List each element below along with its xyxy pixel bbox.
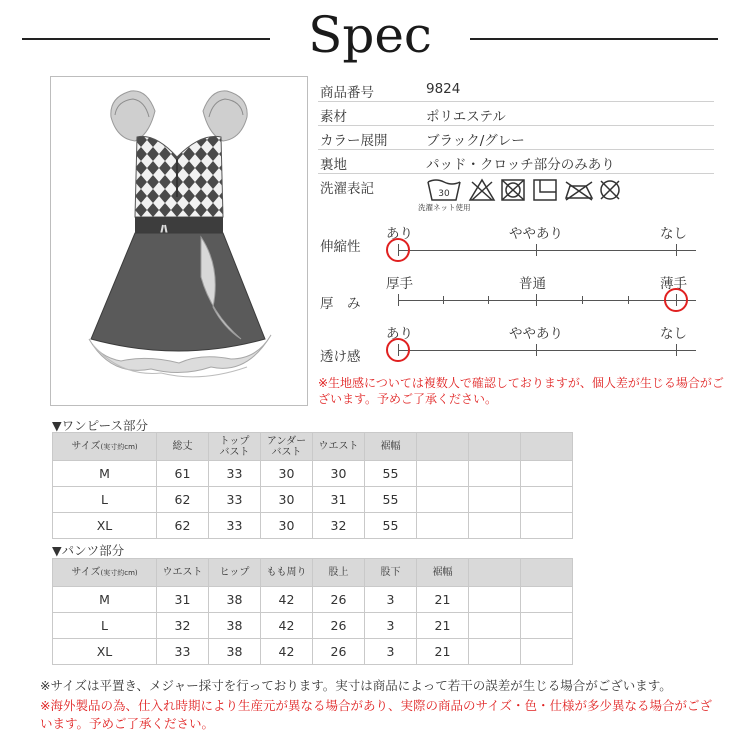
scale-tick	[676, 344, 677, 356]
size-cell: XL	[53, 639, 157, 665]
table-cell	[469, 487, 521, 513]
size-cell: L	[53, 613, 157, 639]
table-cell: 38	[209, 613, 261, 639]
scale-tick-label: なし	[660, 226, 687, 242]
scale-stretch	[318, 220, 718, 268]
table-row	[53, 461, 573, 487]
spec-key: カラー展開	[320, 133, 388, 149]
spec-list	[318, 78, 714, 216]
table-cell: 30	[261, 513, 313, 539]
swimdress-illustration	[51, 77, 307, 405]
no-dry-clean-icon	[601, 181, 619, 199]
column-header: もも周り	[261, 559, 313, 587]
size-header-note: (実寸約cm)	[100, 442, 138, 451]
scale-tick-label: あり	[386, 226, 413, 242]
fabric-note: ※生地感については複数人で確認しておりますが、個人差が生じる場合がございます。予めご了承ください。	[318, 376, 724, 406]
column-header: 裾幅	[365, 433, 417, 461]
table-cell	[417, 461, 469, 487]
scale-tick-label: ややあり	[509, 326, 563, 342]
no-tumble-dry-icon	[502, 180, 524, 200]
scale-selected-marker	[386, 338, 410, 362]
table-cell	[469, 639, 521, 665]
column-header: アンダー バスト	[261, 433, 313, 461]
scale-tick	[398, 294, 399, 306]
page-title: Spec	[308, 6, 432, 64]
table-cell	[521, 461, 573, 487]
scale-tick	[536, 344, 537, 356]
table-row	[53, 513, 573, 539]
table-cell	[521, 513, 573, 539]
spec-row-wash	[318, 174, 714, 216]
scale-tick-label: なし	[660, 326, 687, 342]
overseas-note: ※海外製品の為、仕入れ時期により生産元が異なる場合があり、実際の商品のサイズ・色・仕様が多少異なる場合がございます。予めご了承ください。	[40, 698, 712, 731]
table-cell: 42	[261, 587, 313, 613]
scale-tick	[536, 244, 537, 256]
measurement-note: ※サイズは平置き、メジャー採寸を行っております。実寸は商品によって若干の誤差が生じる場合がございます。	[40, 678, 672, 693]
spec-value: ブラック/グレー	[426, 133, 525, 149]
scale-selected-marker	[664, 288, 688, 312]
spec-key: 洗濯表記	[320, 181, 374, 197]
table-cell	[469, 513, 521, 539]
table-cell: 30	[261, 487, 313, 513]
column-header: 裾幅	[417, 559, 469, 587]
spec-key: 裏地	[320, 157, 347, 173]
table-cell: 33	[209, 461, 261, 487]
table-cell: 42	[261, 639, 313, 665]
size-cell: M	[53, 461, 157, 487]
table-cell	[469, 587, 521, 613]
scale-minor-tick	[443, 296, 444, 304]
scale-label: 厚 み	[320, 296, 361, 312]
product-image	[50, 76, 308, 406]
scale-label: 透け感	[320, 349, 361, 365]
table-cell: 38	[209, 587, 261, 613]
table-cell	[521, 487, 573, 513]
table-row	[53, 613, 573, 639]
table-cell: 33	[209, 487, 261, 513]
table-cell: 21	[417, 639, 469, 665]
table-cell: 26	[313, 613, 365, 639]
scale-tick	[536, 294, 537, 306]
table-cell: 26	[313, 587, 365, 613]
size-header-label: サイズ	[71, 440, 101, 452]
table-header-row	[53, 433, 573, 461]
scale-tick-label: ややあり	[509, 226, 563, 242]
scale-label: 伸縮性	[320, 239, 361, 255]
table-cell: 33	[209, 513, 261, 539]
spec-header	[0, 0, 740, 70]
spec-key: 商品番号	[320, 85, 374, 101]
table-cell: 32	[313, 513, 365, 539]
size-cell: XL	[53, 513, 157, 539]
table-cell: 26	[313, 639, 365, 665]
wash-note: 洗濯ネット使用	[418, 203, 471, 212]
table-cell: 55	[365, 513, 417, 539]
pants-section-title: ▼パンツ部分	[52, 543, 125, 558]
table-row	[53, 587, 573, 613]
scale-selected-marker	[386, 238, 410, 262]
table-cell	[469, 613, 521, 639]
header-rule-right	[470, 38, 718, 40]
spec-value: パッド・クロッチ部分のみあり	[426, 157, 615, 173]
wash-temp: 30	[438, 189, 450, 199]
size-header-label: サイズ	[71, 566, 101, 578]
size-header	[53, 559, 157, 587]
size-header	[53, 433, 157, 461]
table-cell: 62	[157, 487, 209, 513]
size-cell: M	[53, 587, 157, 613]
scale-thickness	[318, 270, 718, 318]
size-cell: L	[53, 487, 157, 513]
table-cell: 30	[313, 461, 365, 487]
spec-value: ポリエステル	[426, 109, 506, 125]
column-header: トップ バスト	[209, 433, 261, 461]
spec-row-item-number	[318, 78, 714, 102]
table-cell	[521, 639, 573, 665]
spec-value: 9824	[426, 81, 461, 97]
table-cell	[417, 513, 469, 539]
column-header: ウエスト	[157, 559, 209, 587]
table-cell	[521, 587, 573, 613]
scale-tick-label: 厚手	[386, 276, 413, 292]
table-cell: 42	[261, 613, 313, 639]
scale-tick-label: 薄手	[660, 276, 687, 292]
line-dry-icon	[534, 180, 556, 200]
scale-axis	[398, 250, 696, 251]
table-cell	[469, 461, 521, 487]
pants-size-table	[52, 558, 573, 665]
scale-tick-label: あり	[386, 326, 413, 342]
column-header	[521, 433, 573, 461]
table-cell: 31	[313, 487, 365, 513]
scale-sheer	[318, 320, 718, 368]
no-bleach-icon	[470, 180, 494, 200]
header-rule-left	[22, 38, 270, 40]
column-header: ウエスト	[313, 433, 365, 461]
table-cell: 62	[157, 513, 209, 539]
scale-tick	[676, 244, 677, 256]
table-cell: 33	[157, 639, 209, 665]
spec-row-lining	[318, 150, 714, 174]
column-header	[417, 433, 469, 461]
scale-minor-tick	[582, 296, 583, 304]
wash-tub-30-icon	[428, 180, 460, 200]
table-cell: 3	[365, 587, 417, 613]
table-cell	[521, 613, 573, 639]
table-cell: 30	[261, 461, 313, 487]
column-header: ヒップ	[209, 559, 261, 587]
size-header-note: (実寸約cm)	[100, 568, 138, 577]
column-header: 総丈	[157, 433, 209, 461]
column-header: 股下	[365, 559, 417, 587]
table-cell: 32	[157, 613, 209, 639]
table-cell: 21	[417, 613, 469, 639]
table-cell: 55	[365, 487, 417, 513]
column-header	[469, 433, 521, 461]
table-cell: 3	[365, 613, 417, 639]
scale-minor-tick	[628, 296, 629, 304]
table-cell: 31	[157, 587, 209, 613]
column-header	[469, 559, 521, 587]
table-row	[53, 639, 573, 665]
table-cell: 38	[209, 639, 261, 665]
spec-row-colors	[318, 126, 714, 150]
onepiece-section-title: ▼ワンピース部分	[52, 418, 148, 433]
scale-tick-label: 普通	[519, 276, 546, 292]
onepiece-size-table	[52, 432, 573, 539]
table-cell: 61	[157, 461, 209, 487]
scale-axis	[398, 350, 696, 351]
no-iron-icon	[566, 182, 592, 200]
column-header	[521, 559, 573, 587]
spec-key: 素材	[320, 109, 347, 125]
column-header: 股上	[313, 559, 365, 587]
table-header-row	[53, 559, 573, 587]
scale-minor-tick	[488, 296, 489, 304]
spec-row-material	[318, 102, 714, 126]
table-cell: 21	[417, 587, 469, 613]
table-cell: 3	[365, 639, 417, 665]
table-cell	[417, 487, 469, 513]
table-cell: 55	[365, 461, 417, 487]
table-row	[53, 487, 573, 513]
